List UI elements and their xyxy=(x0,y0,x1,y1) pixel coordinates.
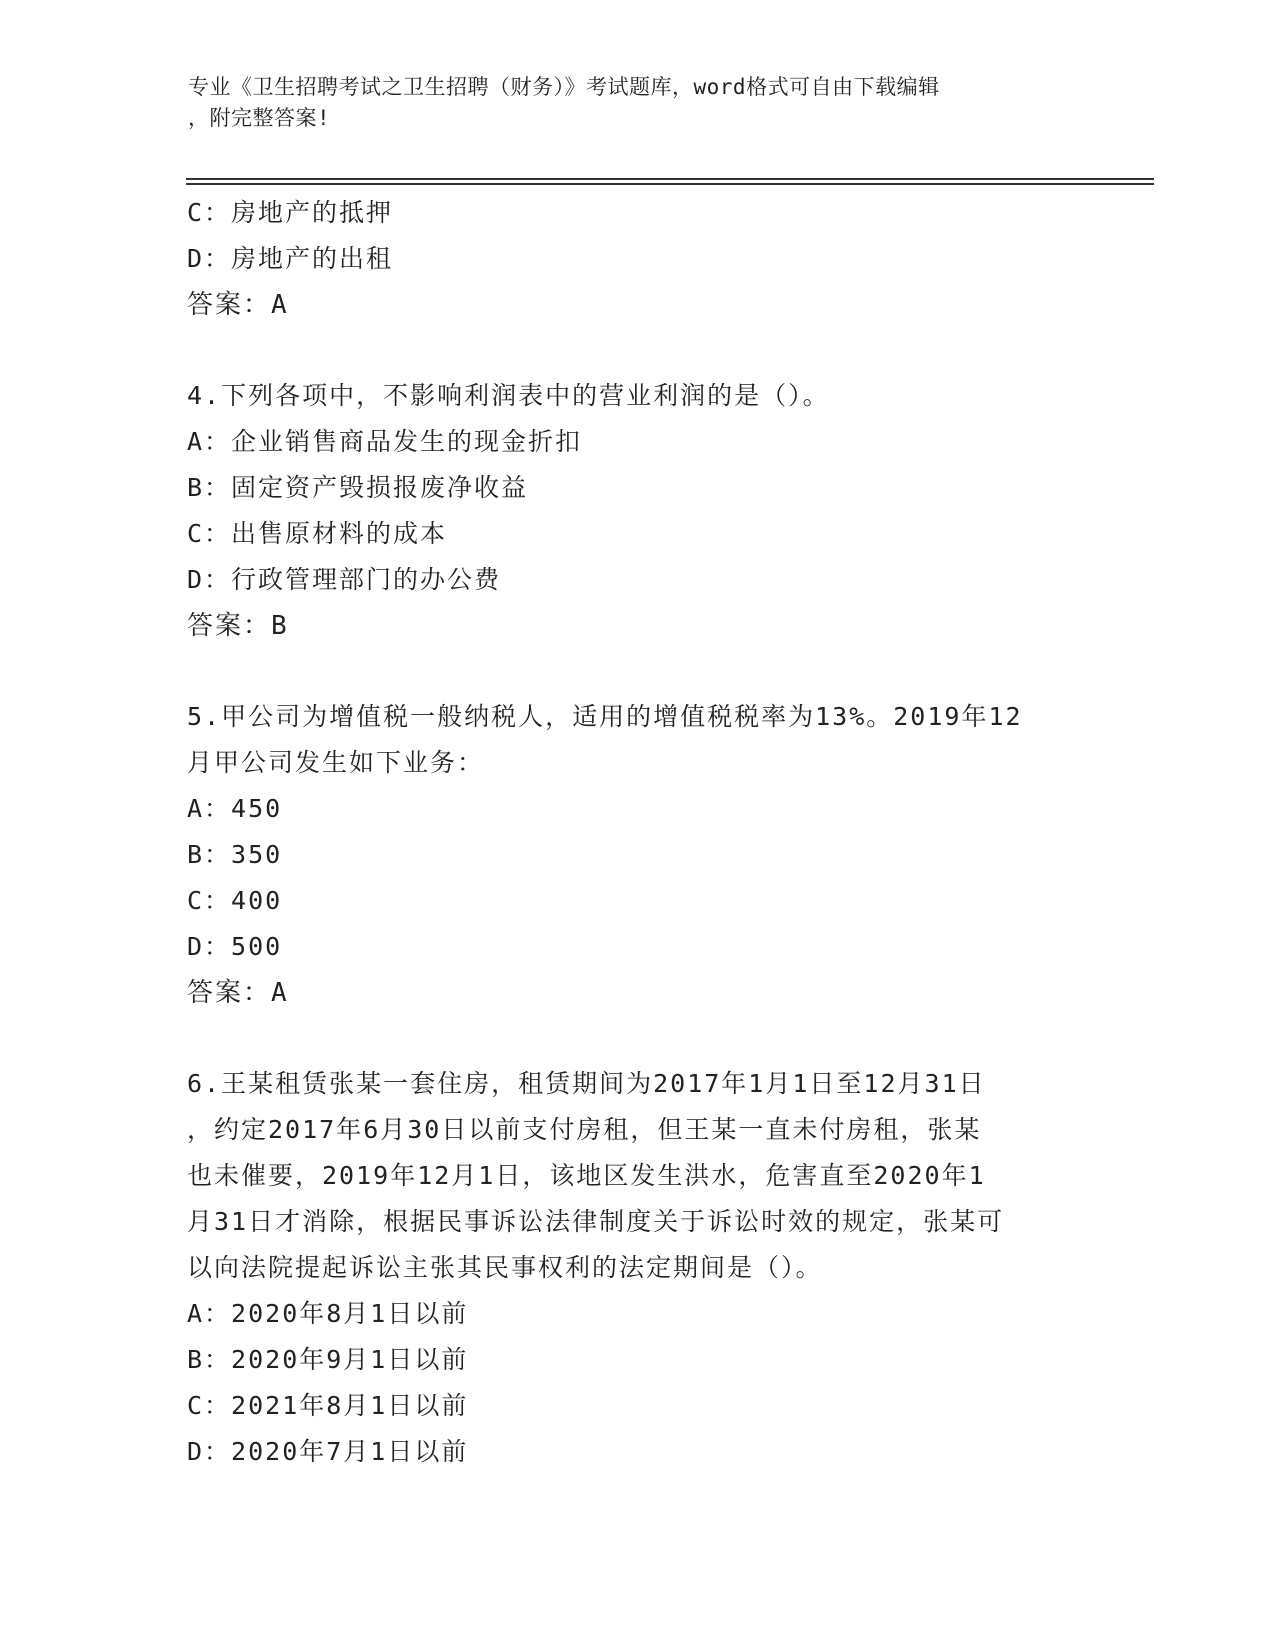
option-c: C：2021年8月1日以前 xyxy=(187,1391,469,1420)
option-d: D：500 xyxy=(187,932,283,961)
question-stem-line: 以向法院提起诉讼主张其民事权利的法定期间是（）。 xyxy=(187,1253,823,1282)
option-d: D：房地产的出租 xyxy=(187,244,394,273)
option-b: B：固定资产毁损报废净收益 xyxy=(187,473,529,502)
option-a: A：450 xyxy=(187,794,283,823)
question-5 xyxy=(187,694,1087,1016)
question-list xyxy=(187,190,1087,1475)
option-a: A：2020年8月1日以前 xyxy=(187,1299,469,1328)
header-title-line-2: ，附完整答案! xyxy=(188,106,331,130)
question-3-continued xyxy=(187,190,1087,328)
option-c: C：房地产的抵押 xyxy=(187,198,394,227)
answer-line: 答案：A xyxy=(187,290,289,320)
spacer xyxy=(187,328,1087,373)
spacer xyxy=(187,1016,1087,1061)
question-stem-line: 月31日才消除，根据民事诉讼法律制度关于诉讼时效的规定，张某可 xyxy=(187,1207,1005,1236)
document-header xyxy=(188,72,1088,134)
question-4 xyxy=(187,373,1087,649)
spacer xyxy=(187,649,1087,694)
option-a: A：企业销售商品发生的现金折扣 xyxy=(187,427,583,456)
question-stem-line: 6.王某租赁张某一套住房，租赁期间为2017年1月1日至12月31日 xyxy=(187,1069,986,1098)
question-stem-line: 月甲公司发生如下业务： xyxy=(187,748,485,777)
question-stem-line: 5.甲公司为增值税一般纳税人，适用的增值税税率为13%。2019年12 xyxy=(187,702,1023,731)
option-b: B：2020年9月1日以前 xyxy=(187,1345,469,1374)
question-stem-line: 也未催要，2019年12月1日，该地区发生洪水，危害直至2020年1 xyxy=(187,1161,986,1190)
header-divider-bottom xyxy=(186,183,1154,185)
answer-line: 答案：A xyxy=(187,978,289,1008)
question-stem-line: ，约定2017年6月30日以前支付房租，但王某一直未付房租，张某 xyxy=(187,1115,982,1144)
option-c: C：400 xyxy=(187,886,283,915)
question-6 xyxy=(187,1061,1087,1475)
option-c: C：出售原材料的成本 xyxy=(187,519,448,548)
header-title-line-1: 专业《卫生招聘考试之卫生招聘（财务）》考试题库，word格式可自由下载编辑 xyxy=(188,75,940,99)
option-b: B：350 xyxy=(187,840,283,869)
answer-line: 答案：B xyxy=(187,611,289,641)
option-d: D：行政管理部门的办公费 xyxy=(187,565,502,594)
question-stem: 4.下列各项中，不影响利润表中的营业利润的是（）。 xyxy=(187,381,830,410)
header-divider-top xyxy=(186,178,1154,180)
option-d: D：2020年7月1日以前 xyxy=(187,1437,469,1466)
